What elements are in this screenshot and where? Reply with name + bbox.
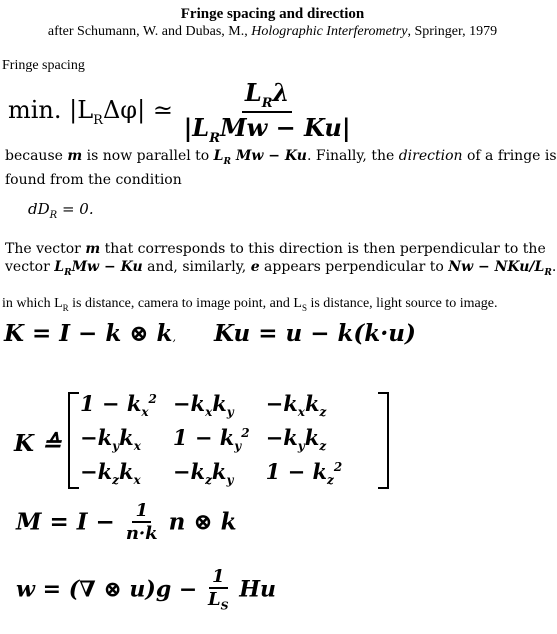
eq1-num-lambda: λ: [272, 78, 290, 107]
paragraph-parallel-line2: found from the condition: [5, 171, 182, 188]
p2-text-d: and, similarly,: [142, 259, 251, 275]
credit-authors: after Schumann, W. and Dubas, M.,: [47, 24, 252, 39]
paragraph-parallel-line1: [5, 147, 557, 171]
eq5-den: n·k: [125, 523, 158, 544]
p2-end: .: [551, 259, 557, 275]
p2-L: L: [54, 259, 65, 275]
matrix-cell: $1 - k_z^2$: [265, 458, 343, 488]
matrix-lhs: K ≙: [14, 430, 62, 457]
matrix-cell: $1 - k_x^2$: [80, 390, 157, 420]
note-c: is distance, light source to image.: [306, 296, 498, 311]
eq1-den-tail: Mw − Ku|: [220, 112, 351, 142]
credit-book: Holographic Interferometry: [251, 24, 408, 39]
matrix-row: [72, 422, 350, 456]
credit-publisher: , Springer, 1979: [407, 24, 498, 39]
p2-L-sub: R: [64, 267, 72, 278]
eq1-num-L: L: [244, 78, 262, 107]
eq1-lhs-tail: Δφ| ≃: [102, 95, 173, 124]
matrix-right-bracket: [378, 392, 389, 489]
p2-vector-m: m: [85, 241, 101, 257]
note-sub-r: R: [62, 302, 69, 313]
eq1-num-sub: R: [261, 95, 273, 111]
paragraph-perpendicular-line2: [5, 258, 556, 282]
p2-text-b: that corresponds to this direction is then perpendicular to the: [100, 241, 546, 257]
paragraph-perpendicular: [5, 240, 556, 282]
p1-text-c: . Finally, the: [306, 148, 399, 164]
eq6-den-sub: S: [220, 599, 229, 613]
matrix-cell: $-k_zk_y$: [172, 458, 234, 488]
eq1-lhs-sub: R: [93, 112, 103, 128]
p2-expr2-sub: R: [544, 267, 552, 278]
eq5-lhs: M = I −: [16, 508, 115, 536]
p2-expr2: Nw − NKu/L: [448, 259, 545, 275]
distance-note: [2, 296, 497, 313]
eq6-den: L: [207, 589, 221, 610]
p1-vector-m: m: [67, 148, 83, 164]
eq1-numerator: [242, 78, 293, 113]
projection-matrix: [72, 388, 350, 490]
p1-direction: direction: [398, 148, 463, 164]
eq6-rhs: Hu: [239, 576, 277, 603]
eq5-fraction: [123, 500, 161, 544]
projection-equation: [4, 320, 416, 347]
p2-vector-e: e: [250, 259, 260, 275]
p2-text-a: The vector: [5, 241, 86, 257]
credit-line: [0, 24, 545, 40]
matrix-cell: $-k_xk_z$: [265, 390, 327, 420]
eq5-rhs: n ⊗ k: [168, 508, 237, 536]
p2-text-c: vector: [5, 259, 55, 275]
eq1-lhs: min. |L: [8, 95, 94, 124]
note-a: in which L: [2, 296, 63, 311]
eq1-denominator: [181, 113, 354, 146]
m-equation: [16, 500, 237, 544]
eq5-num: 1: [132, 500, 151, 523]
p1-text-d: of a fringe is: [462, 148, 557, 164]
page-title: Fringe spacing and direction: [180, 6, 365, 22]
p1-L-sub: R: [223, 156, 231, 167]
paragraph-parallel: [5, 147, 557, 189]
eq2-tail: = 0.: [57, 200, 94, 218]
p1-expr: Mw − Ku: [231, 148, 307, 164]
matrix-row: [72, 388, 350, 422]
p2-text-e: appears perpendicular to: [259, 259, 449, 275]
w-equation: [16, 566, 276, 613]
matrix-cell: $-k_yk_z$: [265, 424, 327, 454]
eq3-left: K = I − k ⊗ k: [4, 320, 173, 347]
matrix-cell: $1 - k_y^2$: [172, 424, 250, 454]
note-b: is distance, camera to image point, and L: [68, 296, 302, 311]
direction-condition: [28, 200, 94, 221]
eq6-num: 1: [209, 566, 228, 589]
section-label: Fringe spacing: [2, 58, 85, 73]
matrix-cell: $-k_yk_x$: [80, 424, 141, 454]
eq6-lhs: w = (∇ ⊗ u)g −: [16, 576, 198, 603]
p1-text-b: is now parallel to: [82, 148, 214, 164]
p1-L: L: [213, 148, 224, 164]
p2-expr1: Mw − Ku: [71, 259, 143, 275]
matrix-row: [72, 456, 350, 490]
note-sub-s: S: [301, 302, 307, 313]
eq1-den-sub: R: [209, 130, 220, 146]
eq6-fraction: [205, 566, 232, 613]
matrix-cell: $-k_xk_y$: [172, 390, 234, 420]
fringe-spacing-equation: [8, 78, 354, 146]
eq2-d: dD: [28, 200, 50, 218]
eq3-right: Ku = u − k(k·u): [213, 320, 416, 347]
eq1-den-pre: |L: [183, 112, 210, 142]
eq1-fraction: [181, 78, 354, 146]
matrix-cell: $-k_zk_x$: [80, 458, 141, 488]
eq2-sub: R: [49, 210, 58, 221]
eq3-comma: ,: [172, 331, 176, 344]
paragraph-perpendicular-line1: [5, 240, 556, 258]
p1-text-a: because: [5, 148, 68, 164]
